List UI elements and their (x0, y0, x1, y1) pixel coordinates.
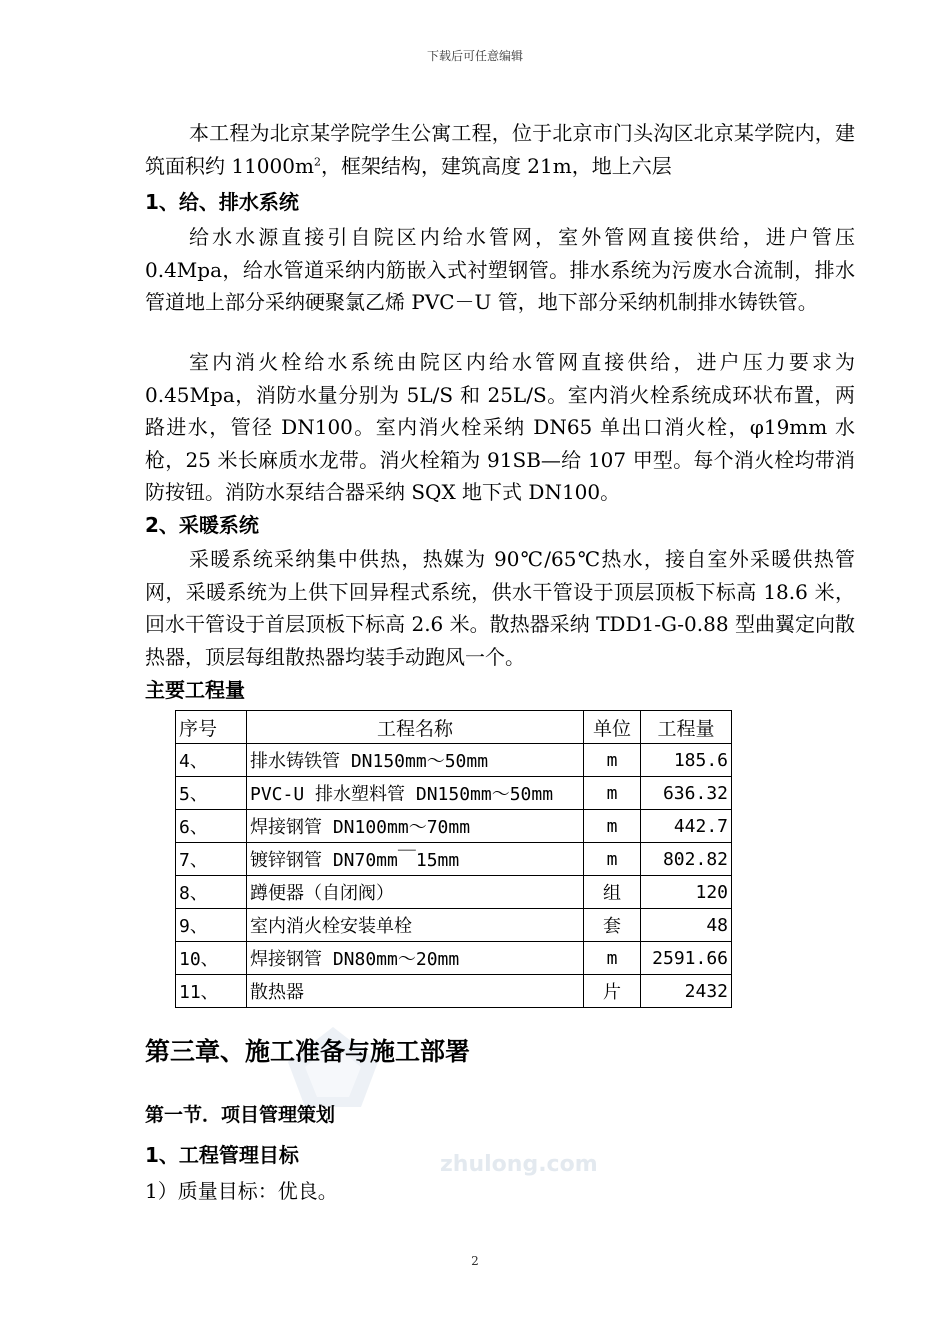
cell-unit: 套 (584, 909, 641, 942)
table-row (176, 942, 732, 975)
chapter-title: 第三章、施工准备与施工部署 (145, 1037, 471, 1066)
table-row (176, 744, 732, 777)
water-paragraph-1: 给水水源直接引自院区内给水管网，室外管网直接供给，进户管压 0.4Mpa，给水管道采纳内筋嵌入式衬塑钢管。排水系统为污废水合流制，排水管道地上部分采纳硬聚氯乙烯 PVC－U 管，地下部分采纳机制排水铸铁管。 (145, 225, 855, 314)
table-row (176, 777, 732, 810)
cell-quantity: 185.6 (641, 744, 732, 777)
cell-quantity: 120 (641, 876, 732, 909)
header-cell-quantity: 工程量 (641, 711, 732, 744)
cell-index: 8、 (176, 876, 247, 909)
cell-name: 室内消火栓安装单栓 (247, 909, 584, 942)
cell-unit: m (584, 942, 641, 975)
cell-index: 9、 (176, 909, 247, 942)
cell-quantity: 2591.66 (641, 942, 732, 975)
cell-unit: 组 (584, 876, 641, 909)
cell-unit: m (584, 810, 641, 843)
cell-unit: m (584, 777, 641, 810)
page-header: 下载后可任意编辑 (426, 49, 523, 63)
table-row (176, 876, 732, 909)
section-heading-water: 1、给、排水系统 (145, 190, 299, 214)
cell-unit: m (584, 744, 641, 777)
cell-name: 散热器 (247, 975, 584, 1008)
cell-name: 镀锌钢管 DN70mm￣15mm (247, 843, 584, 876)
header-cell-unit: 单位 (584, 711, 641, 744)
watermark-text: zhulong.com (440, 1152, 598, 1177)
subsection-title: 1、工程管理目标 (145, 1143, 299, 1167)
intro-paragraph: 本工程为北京某学院学生公寓工程，位于北京市门头沟区北京某学院内，建筑面积约 $11000m^2$，框架结构，建筑高度 21m，地上六层 (145, 121, 855, 178)
page-number: 2 (471, 1254, 479, 1268)
table-header-row (176, 711, 732, 744)
cell-index: 11、 (176, 975, 247, 1008)
cell-index: 10、 (176, 942, 247, 975)
cell-quantity: 636.32 (641, 777, 732, 810)
cell-unit: m (584, 843, 641, 876)
cell-index: 5、 (176, 777, 247, 810)
cell-quantity: 48 (641, 909, 732, 942)
cell-name: 焊接钢管 DN100mm～70mm (247, 810, 584, 843)
heating-paragraph: 采暖系统采纳集中供热，热媒为 90℃/65℃热水，接自室外采暖供热管网，采暖系统为上供下回异程式系统，供水干管设于顶层顶板下标高 18.6 米，回水干管设于首层顶板下标高 2.6 米。散热器采纳 TDD1-G-0.88 型曲翼定向散热器，顶层每组散热器均装手动跑风一个。 (145, 547, 855, 669)
cell-quantity: 2432 (641, 975, 732, 1008)
cell-unit: 片 (584, 975, 641, 1008)
cell-index: 6、 (176, 810, 247, 843)
cell-name: PVC-U 排水塑料管 DN150mm～50mm (247, 777, 584, 810)
table-row (176, 975, 732, 1008)
section-title: 第一节．项目管理策划 (145, 1104, 336, 1126)
quality-goal-item: 1）质量目标：优良。 (145, 1179, 338, 1203)
header-cell-name: 工程名称 (247, 711, 584, 744)
cell-name: 焊接钢管 DN80mm～20mm (247, 942, 584, 975)
cell-name: 蹲便器（自闭阀） (247, 876, 584, 909)
table-row (176, 810, 732, 843)
cell-index: 7、 (176, 843, 247, 876)
cell-index: 4、 (176, 744, 247, 777)
quantities-table (175, 710, 732, 1008)
table-row (176, 843, 732, 876)
header-cell-index: 序号 (176, 711, 247, 744)
table-row (176, 909, 732, 942)
cell-name: 排水铸铁管 DN150mm～50mm (247, 744, 584, 777)
cell-quantity: 802.82 (641, 843, 732, 876)
cell-quantity: 442.7 (641, 810, 732, 843)
quantities-heading: 主要工程量 (145, 678, 245, 702)
water-paragraph-2: 室内消火栓给水系统由院区内给水管网直接供给，进户压力要求为 0.45Mpa，消防水量分别为 5L/S 和 25L/S。室内消火栓系统成环状布置，两路进水，管径 DN100。室内消火栓采纳 DN65 单出口消火栓，φ19mm 水枪，25 米长麻质水龙带。消火栓箱为 91SB—给 107 甲型。每个消火栓均带消防按钮。消防水泵结合器采纳 SQX 地下式 DN100。 (145, 350, 855, 504)
section-heading-heating: 2、采暖系统 (145, 513, 259, 537)
